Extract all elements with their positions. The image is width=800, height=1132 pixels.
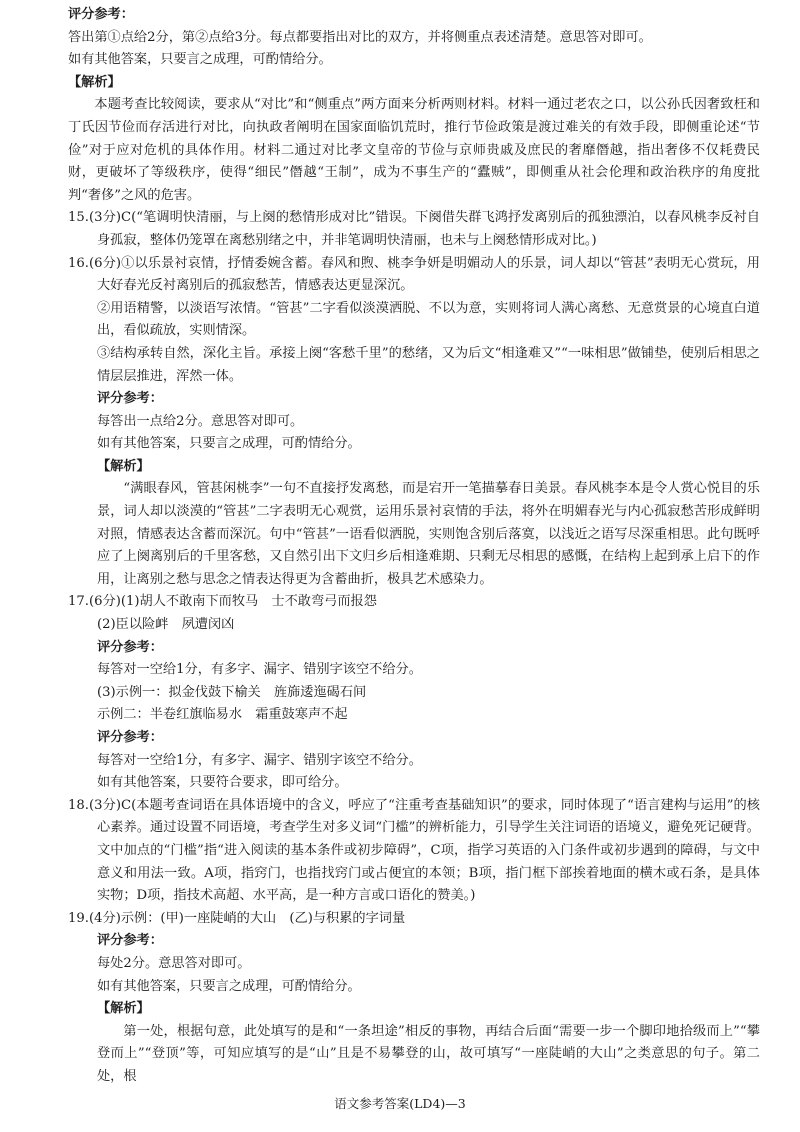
score-line: 如有其他答案，只要言之成理，可酌情给分。 — [97, 436, 361, 452]
question-16-point-3: ③结构承转自然，深化主旨。承接上阕“客愁千里”的愁绪，又为后文“相逢难又”“一味相思”做铺垫，使别后相思之情层层推进，浑然一体。 — [97, 345, 760, 384]
analysis-label: 【解析】 — [97, 458, 150, 474]
question-19-answer: 19.(4分)示例：(甲)一座陡峭的大山 (乙)与积累的字词量 — [68, 910, 406, 926]
score-line: 答出第①点给2分，第②点给3分。每点都要指出对比的双方，并将侧重点表述清楚。意思答对即可。 — [68, 29, 652, 45]
question-16-answer: 16.(6分)①以乐景衬哀情，抒情委婉含蓄。春风和煦、桃李争妍是明媚动人的乐景，词人却以“管甚”表明无心赏玩，用大好春光反衬离别后的孤寂愁苦，情感表达更显深沉。 — [68, 255, 760, 294]
score-reference-label: 评分参考： — [97, 730, 163, 745]
analysis-label: 【解析】 — [97, 1001, 150, 1017]
score-line: 如有其他答案，只要言之成理，可酌情给分。 — [97, 978, 361, 994]
question-18-answer: 18.(3分)C(本题考查词语在具体语境中的含义，呼应了“注重考查基础知识”的要求，同时体现了“语言建构与运用”的核心素养。通过设置不同语境，考查学生对多义词“门槛”的辨析能力，引导学生关注词语的语境义，避免死记硬背。文中加点的“门槛”指“进入阅读的基本条件或初步障碍”，C项，指学习英语的入门条件或初步遇到的障碍，与文中意义和用法一致。A项，指窍门，也指找窍门或占便宜的本领；B项，指门框下部挨着地面的横木或石条，是具体实物；D项，指技术高超、水平高，是一种方言或口语化的赞美。) — [68, 797, 760, 904]
analysis-paragraph: “满眼春风，管甚闲桃李”一句不直接抒发离愁，而是宕开一笔描摹春日美景。春风桃李本是令人赏心悦目的乐景，词人却以淡漠的“管甚”二字表明无心观赏，运用乐景衬哀情的手法，将外在明媚春光与内心孤寂愁苦形成鲜明对照，情感表达含蓄而深沉。句中“管甚”一语看似洒脱，实则饱含别后落寞，以浅近之语写尽深重相思。此句既呼应了上阕离别后的千里客愁，又自然引出下文归乡后相逢难期、只剩无尽相思的感慨，在结构上起到承上启下的作用，让离别之愁与思念之情表达得更为含蓄曲折，极具艺术感染力。 — [97, 481, 760, 587]
score-reference-label: 评分参考： — [68, 7, 134, 22]
question-17-example-2: 示例二：半卷红旗临易水 霜重鼓寒声不起 — [97, 707, 348, 723]
score-line: 每答对一空给1分，有多字、漏字、错别字该空不给分。 — [97, 662, 422, 678]
score-line: 如有其他答案，只要言之成理，可酌情给分。 — [68, 52, 332, 68]
question-17-answer-2: (2)臣以险衅 夙遭闵凶 — [97, 617, 235, 633]
question-17-answer: 17.(6分)(1)胡人不敢南下而牧马 士不敢弯弓而报怨 — [68, 594, 377, 610]
score-line: 每答出一点给2分。意思答对即可。 — [97, 413, 304, 429]
analysis-paragraph: 本题考查比较阅读，要求从“对比”和“侧重点”两方面来分析两则材料。材料一通过老农之口，以公孙氏因奢致枉和丁氏因节俭而存活进行对比，向执政者阐明在国家面临饥荒时，推行节俭政策是渡过难关的有效手段，即侧重论述“节俭”对于应对危机的具体作用。材料二通过对比孝文皇帝的节俭与京师贵戚及庶民的奢靡僭越，指出奢侈不仅耗费民财，更破坏了等级秩序，使得“细民”僭越“王制”，成为不事生产的“蠹贼”，即侧重从社会伦理和政治秩序的角度批判“奢侈”之风的危害。 — [68, 97, 760, 203]
analysis-label: 【解析】 — [68, 74, 121, 90]
score-reference-label: 评分参考： — [97, 391, 163, 407]
score-reference-label: 评分参考： — [97, 639, 163, 655]
score-reference-label: 评分参考： — [97, 933, 163, 949]
score-line: 每答对一空给1分，有多字、漏字、错别字该空不给分。 — [97, 752, 422, 768]
score-line: 如有其他答案，只要符合要求，即可给分。 — [97, 775, 348, 791]
question-15-answer: 15.(3分)C(“笔调明快清丽，与上阕的愁情形成对比”错误。下阕借失群飞鸿抒发离别后的孤独漂泊，以春风桃李反衬自身孤寂，整体仍笼罩在离愁别绪之中，并非笔调明快清丽，也未与上阕愁情形成对比。) — [68, 210, 760, 248]
page-footer: 语文参考答案(LD4)—3 — [334, 1096, 466, 1111]
question-16-point-2: ②用语精警，以淡语写浓情。“管甚”二字看似淡漠洒脱、不以为意，实则将词人满心离愁、无意赏景的心境直白道出，看似疏放，实则情深。 — [97, 300, 760, 339]
score-line: 每处2分。意思答对即可。 — [97, 955, 251, 971]
analysis-paragraph: 第一处，根据句意，此处填写的是和“一条坦途”相反的事物，再结合后面“需要一步一个脚印地拾级而上”“攀登而上”“登顶”等，可知应填写的是“山”且是不易攀登的山，故可填写“一座陡峭的大山”之类意思的句子。第二处，根 — [97, 1023, 760, 1084]
question-17-answer-3: (3)示例一：拟金伐鼓下榆关 旌旆逶迤碣石间 — [97, 684, 367, 700]
